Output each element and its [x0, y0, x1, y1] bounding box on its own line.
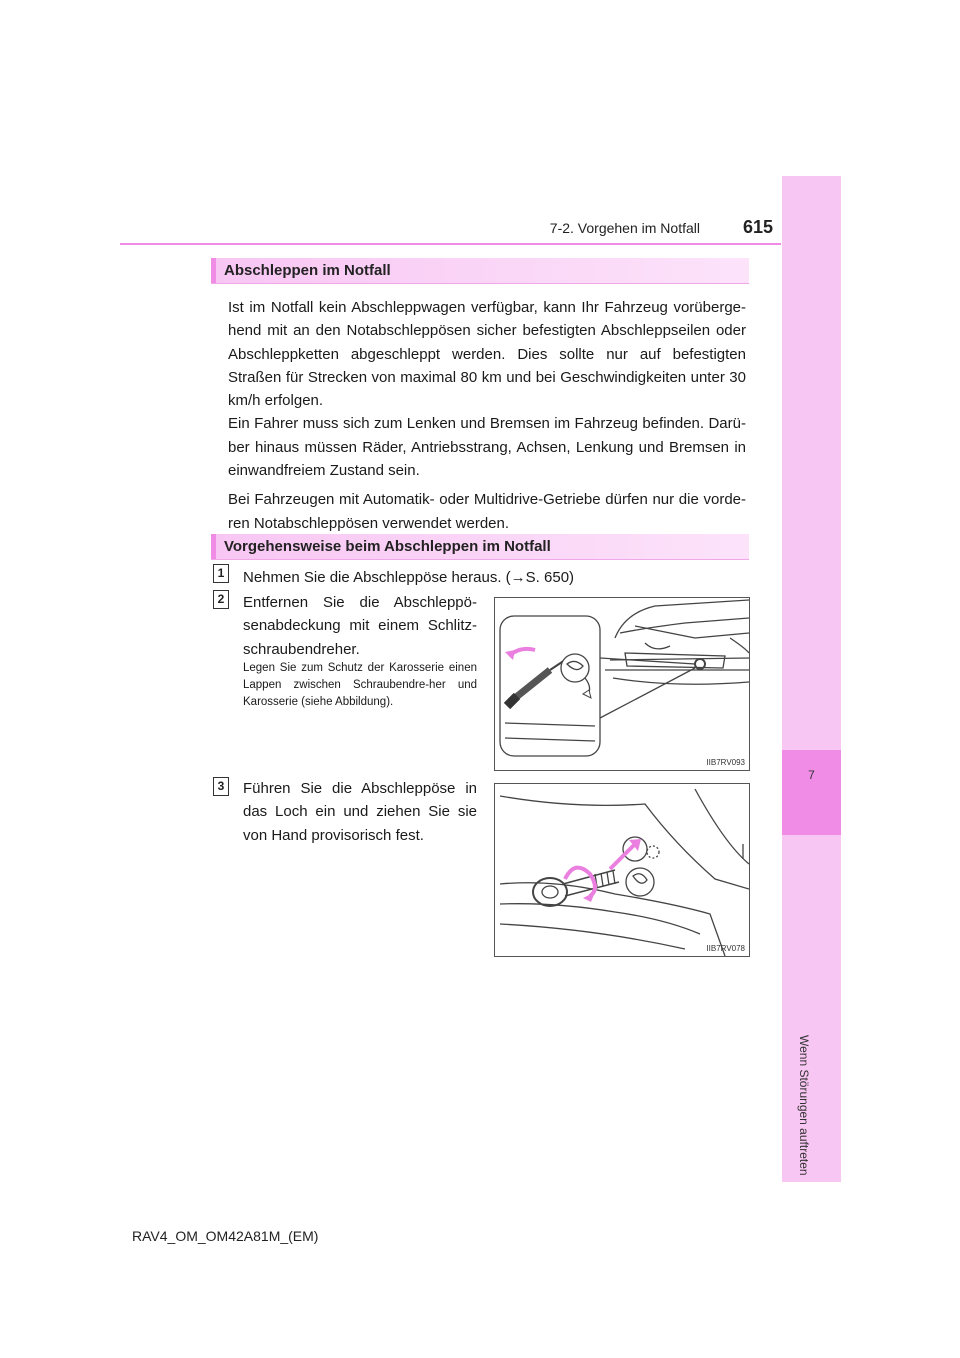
- paragraph: Ist im Notfall kein Abschleppwagen verfügbar, kann Ihr Fahrzeug vorüberge-hend mit an den Notabschleppösen sicher befestigten Abschleppseilen oder Abschleppketten abgeschleppt werden. Dies sollte nur auf befestigten Straßen für Strecken von maximal 80 km und bei Geschwindigkeiten unter 30 km/h erfolgen.: [228, 299, 746, 410]
- section-heading-emergency-towing: [211, 258, 749, 284]
- tow-eyelet-illustration: [495, 784, 749, 956]
- section-heading-procedure: [211, 534, 749, 560]
- illustration-cover-removal: [494, 597, 750, 771]
- chapter-marker: [782, 750, 841, 835]
- illustration-tow-eyelet-insertion: [494, 783, 750, 957]
- chapter-title: Wenn Störungen auftreten: [797, 1035, 811, 1176]
- paragraph: Bei Fahrzeugen mit Automatik- oder Multidrive-Getriebe dürfen nur die vorde-ren Notabschleppösen verwendet werden.: [228, 491, 746, 532]
- step-note: Legen Sie zum Schutz der Karosserie einen Lappen zwischen Schraubendre-her und Karosserie (siehe Abbildung).: [243, 662, 477, 708]
- figure-id: IIB7RV093: [706, 758, 745, 767]
- running-header-section: 7-2. Vorgehen im Notfall: [549, 220, 700, 236]
- document-code: RAV4_OM_OM42A81M_(EM): [132, 1228, 319, 1244]
- step-number-box: 1: [213, 564, 229, 583]
- chapter-side-tab: [782, 176, 841, 1182]
- section-body: [228, 296, 746, 535]
- figure-id: IIB7RV078: [706, 944, 745, 953]
- step-number-box: 2: [213, 590, 229, 609]
- car-bumper-cover-illustration: [495, 598, 749, 770]
- paragraph: Ein Fahrer muss sich zum Lenken und Bremsen im Fahrzeug befinden. Darü-ber hinaus müssen Räder, Antriebsstrang, Achsen, Lenkung und Bremsen in einwandfreiem Zustand sein.: [228, 415, 746, 480]
- header-rule: [120, 243, 781, 245]
- step-text: Entfernen Sie die Abschleppö-senabdeckung mit einem Schlitz-schraubendreher.: [243, 594, 477, 658]
- section-heading-text: Vorgehensweise beim Abschleppen im Notfall: [224, 538, 551, 555]
- chapter-number: 7: [808, 768, 815, 782]
- section-heading-text: Abschleppen im Notfall: [224, 262, 391, 279]
- step-text: Nehmen Sie die Abschleppöse heraus. (→S. 650): [243, 569, 575, 586]
- page-number: 615: [742, 217, 773, 237]
- step-text: Führen Sie die Abschleppöse in das Loch ein und ziehen Sie sie von Hand provisorisch fest.: [243, 780, 477, 844]
- step-number-box: 3: [213, 777, 229, 796]
